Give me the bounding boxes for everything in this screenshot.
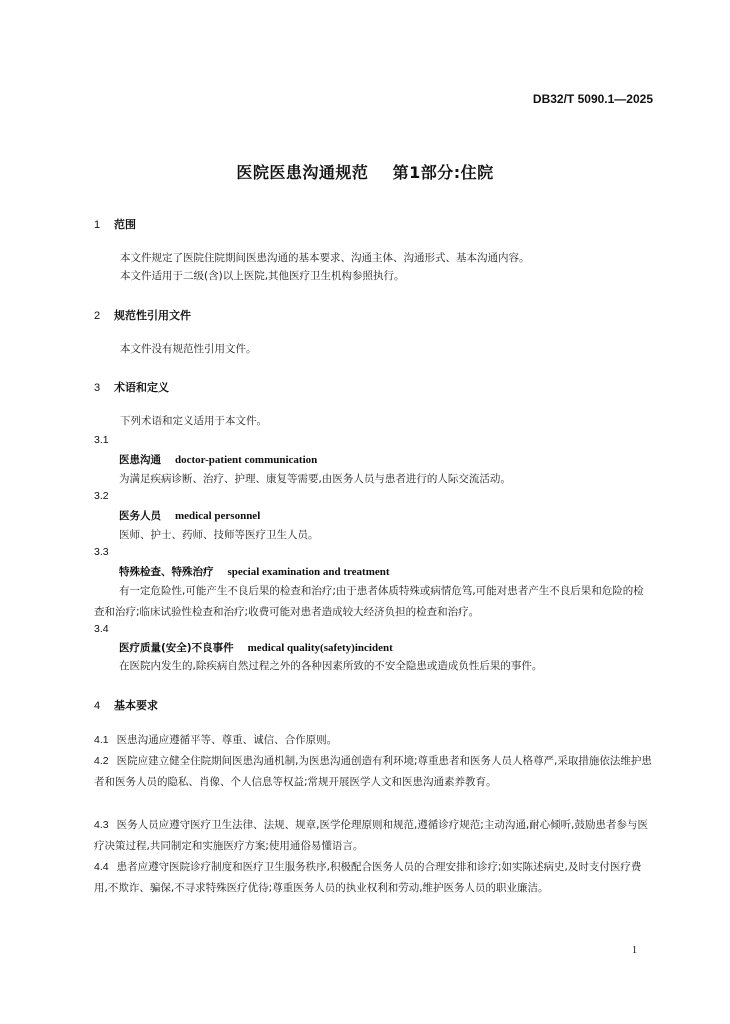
- section-title: 基本要求: [114, 699, 158, 712]
- term-en: doctor-patient communication: [175, 454, 318, 466]
- clause: [94, 751, 654, 793]
- term-number: 3.2: [94, 490, 109, 502]
- clause-number: 4.4: [94, 861, 109, 873]
- term-cn: 医务人员: [119, 510, 161, 522]
- term-entry: [119, 564, 390, 579]
- paragraph: 本文件没有规范性引用文件。: [120, 343, 257, 355]
- section-heading-references: [94, 307, 191, 323]
- section-number: 4: [94, 700, 101, 712]
- clause-text: 医患沟通应遵循平等、尊重、诚信、合作原则。: [116, 734, 338, 746]
- clause-text: 医院应建立健全住院期间医患沟通机制,为医患沟通创造有利环境;尊重患者和医务人员人格尊严,采取措施依法维护患者和医务人员的隐私、肖像、个人信息等权益;常规开展医学人文和医患沟通素养教育。: [94, 755, 652, 788]
- term-cn: 医疗质量(安全)不良事件: [119, 642, 234, 654]
- term-definition: 为满足疾病诊断、治疗、护理、康复等需要,由医务人员与患者进行的人际交流活动。: [119, 473, 511, 485]
- section-title: 范围: [114, 218, 136, 231]
- section-number: 3: [94, 382, 101, 394]
- section-heading-scope: [94, 216, 136, 232]
- section-heading-terms: [94, 379, 169, 395]
- page-number: 1: [632, 945, 637, 956]
- term-en: special examination and treatment: [227, 566, 390, 578]
- term-entry: [119, 640, 393, 655]
- paragraph: 本文件适用于二级(含)以上医院,其他医疗卫生机构参照执行。: [120, 270, 405, 282]
- document-title: 医院医患沟通规范 第1部分:住院: [236, 163, 494, 182]
- section-number: 2: [94, 310, 101, 322]
- term-number: 3.3: [94, 546, 109, 558]
- clause: [94, 730, 654, 751]
- term-number: 3.4: [94, 623, 109, 635]
- clause: [94, 815, 654, 857]
- term-cn: 医患沟通: [119, 454, 161, 466]
- paragraph: 下列术语和定义适用于本文件。: [120, 415, 267, 427]
- standard-code: DB32/T 5090.1—2025: [532, 92, 653, 106]
- section-title: 规范性引用文件: [114, 309, 191, 322]
- term-definition: 在医院内发生的,除疾病自然过程之外的各种因素所致的不安全隐患或造成负性后果的事件。: [119, 660, 543, 672]
- term-number: 3.1: [94, 434, 109, 446]
- paragraph: 本文件规定了医院住院期间医患沟通的基本要求、沟通主体、沟通形式、基本沟通内容。: [120, 252, 530, 264]
- term-definition: 医师、护士、药师、技师等医疗卫生人员。: [119, 529, 319, 541]
- clause-number: 4.3: [94, 819, 109, 831]
- term-entry: [119, 452, 317, 467]
- clause-text: 医务人员应遵守医疗卫生法律、法规、规章,医学伦理原则和规范,遵循诊疗规范;主动沟通,耐心倾听,鼓励患者参与医疗决策过程,共同制定和实施医疗方案;使用通俗易懂语言。: [94, 819, 648, 852]
- term-en: medical personnel: [175, 510, 261, 522]
- clause-number: 4.2: [94, 755, 109, 767]
- section-heading-basic-requirements: [94, 697, 158, 713]
- term-entry: [119, 508, 260, 523]
- clause-text: 患者应遵守医院诊疗制度和医疗卫生服务秩序,积极配合医务人员的合理安排和诊疗;如实陈述病史,及时支付医疗费用,不欺诈、骗保,不寻求特殊医疗优待;尊重医务人员的执业权利和劳动,维护医务人员的职业廉洁。: [94, 861, 642, 894]
- section-number: 1: [94, 219, 101, 231]
- term-en: medical quality(safety)incident: [247, 642, 393, 654]
- term-cn: 特殊检查、特殊治疗: [119, 566, 214, 578]
- term-definition: 有一定危险性,可能产生不良后果的检查和治疗;由于患者体质特殊或病情危笃,可能对患者产生不良后果和危险的检查和治疗;临床试验性检查和治疗;收费可能对患者造成较大经济负担的检查和治疗。: [94, 585, 644, 618]
- clause-number: 4.1: [94, 734, 109, 746]
- clause: [94, 857, 654, 899]
- section-title: 术语和定义: [114, 381, 169, 394]
